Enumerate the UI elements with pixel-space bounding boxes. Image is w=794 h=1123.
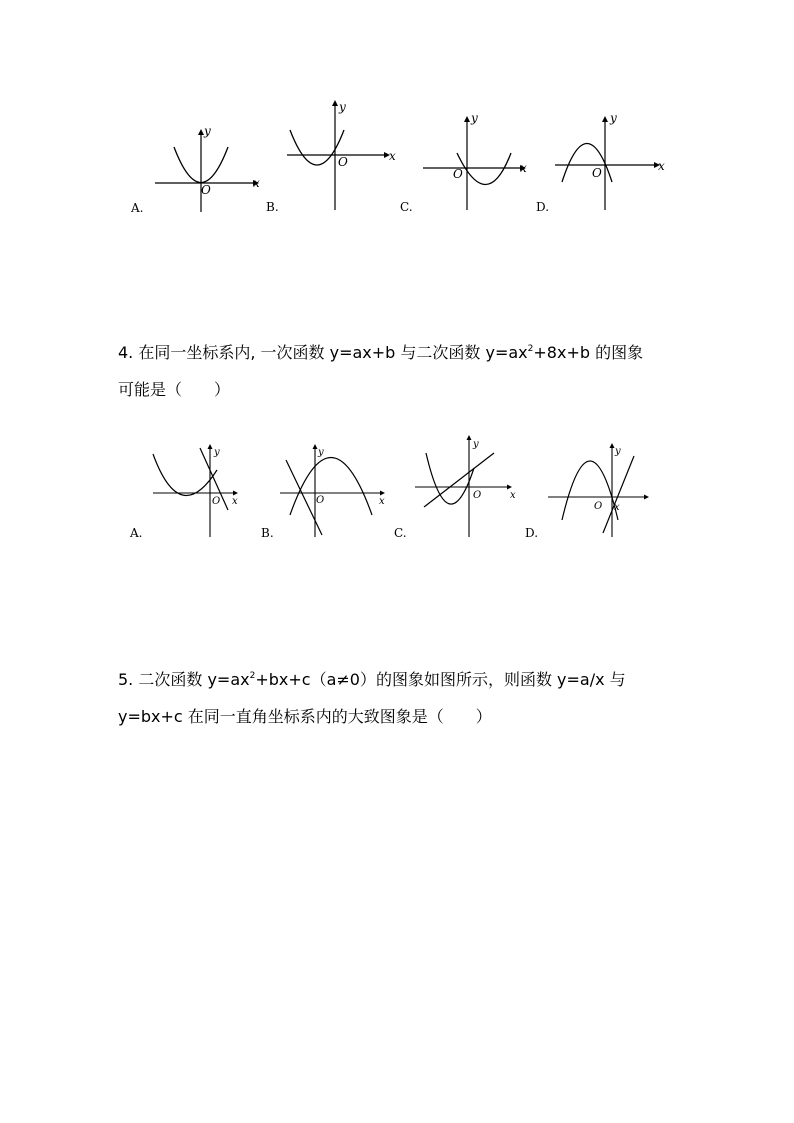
q4-text-suffix: +8x+b 的图象 bbox=[533, 343, 644, 362]
x-axis-label: x bbox=[658, 159, 665, 173]
exponent: 2 bbox=[527, 344, 534, 354]
option-label: A. bbox=[130, 526, 143, 540]
option-label: D. bbox=[525, 526, 539, 540]
y-axis-label: y bbox=[318, 447, 324, 458]
origin-label: O bbox=[592, 166, 602, 180]
q4-stem-line1 bbox=[118, 338, 643, 364]
q4-option-b-graph bbox=[258, 440, 393, 540]
option-label: C. bbox=[400, 200, 413, 214]
y-axis-label: y bbox=[610, 111, 617, 125]
x-axis-label: x bbox=[614, 502, 620, 513]
x-axis-label: x bbox=[253, 176, 260, 190]
origin-label: O bbox=[316, 495, 325, 506]
q3-option-d-graph bbox=[530, 110, 675, 215]
y-axis-label: y bbox=[471, 111, 478, 125]
origin-label: O bbox=[453, 167, 463, 181]
q5-text-suffix: +bx+c（a≠0）的图象如图所示，则函数 y=a/x 与 bbox=[255, 670, 626, 689]
q5-text-prefix: 5. 二次函数 y=ax bbox=[118, 670, 250, 689]
x-axis-label: x bbox=[510, 490, 516, 501]
option-label: B. bbox=[261, 526, 274, 540]
q4-option-d-graph bbox=[522, 440, 657, 540]
q3-option-a-graph bbox=[125, 120, 270, 220]
option-label: B. bbox=[266, 200, 279, 214]
x-axis-label: x bbox=[232, 496, 238, 507]
q4-stem-line2: 可能是（ ） bbox=[118, 380, 231, 399]
y-axis-label: y bbox=[473, 439, 479, 450]
origin-label: O bbox=[201, 183, 211, 197]
option-label: C. bbox=[394, 526, 407, 540]
origin-label: O bbox=[594, 501, 603, 512]
q4-option-c-graph bbox=[392, 435, 522, 540]
y-axis-label: y bbox=[214, 447, 220, 458]
option-label: A. bbox=[131, 201, 144, 215]
option-label: D. bbox=[536, 200, 550, 214]
q5-stem-line2: y=bx+c 在同一直角坐标系内的大致图象是（ ） bbox=[118, 707, 492, 726]
q5-stem-line1 bbox=[118, 665, 626, 691]
exponent: 2 bbox=[249, 671, 256, 681]
q4-text-prefix: 4. 在同一坐标系内, 一次函数 y=ax+b 与二次函数 y=ax bbox=[118, 343, 528, 362]
y-axis-label: y bbox=[339, 100, 346, 114]
y-axis-label: y bbox=[615, 446, 621, 457]
origin-label: O bbox=[473, 490, 482, 501]
q3-option-b-graph bbox=[262, 100, 407, 215]
x-axis-label: x bbox=[389, 149, 396, 163]
q4-option-a-graph bbox=[125, 440, 250, 540]
x-axis-label: x bbox=[520, 161, 527, 175]
y-axis-label: y bbox=[204, 124, 211, 138]
origin-label: O bbox=[212, 496, 221, 507]
origin-label: O bbox=[338, 155, 348, 169]
x-axis-label: x bbox=[379, 496, 385, 507]
q3-option-c-graph bbox=[395, 110, 540, 215]
